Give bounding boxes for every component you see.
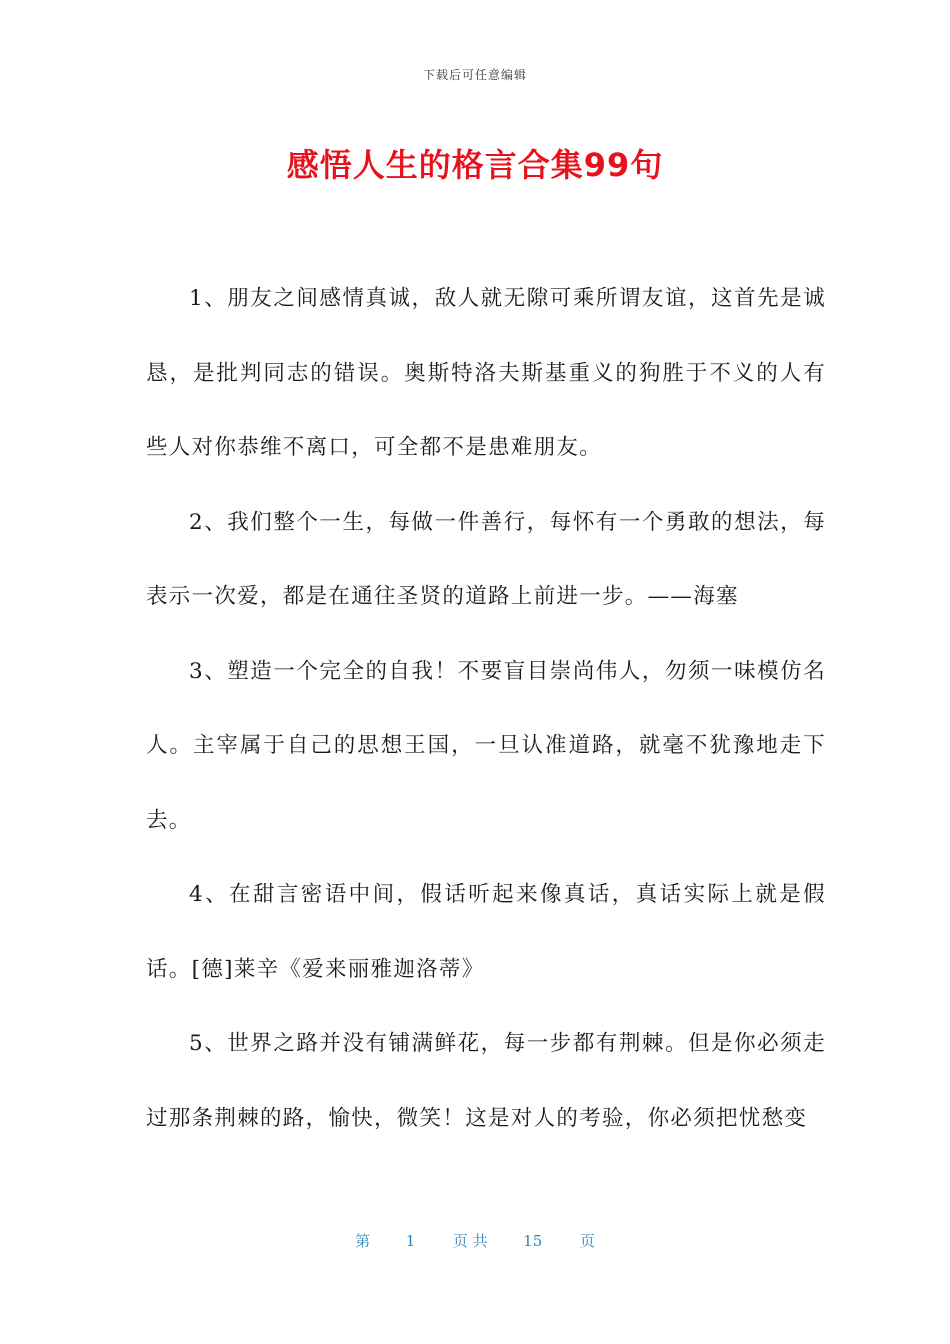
paragraph-2: 2、我们整个一生，每做一件善行，每怀有一个勇敢的想法，每表示一次爱，都是在通往圣贤的道路上前进一步。——海塞 (146, 509, 826, 609)
document-title: 感悟人生的格言合集99句 (286, 146, 664, 184)
document-body (146, 262, 826, 1156)
paragraph-1: 1、朋友之间感情真诚，敌人就无隙可乘所谓友谊，这首先是诚恳，是批判同志的错误。奥斯特洛夫斯基重义的狗胜于不义的人有些人对你恭维不离口，可全都不是患难朋友。 (146, 286, 826, 460)
footer-total-pages: 15 (523, 1232, 543, 1250)
footer-prefix: 第 (355, 1232, 371, 1250)
paragraph-4: 4、在甜言密语中间，假话听起来像真话，真话实际上就是假话。[德]莱辛《爱来丽雅迦洛蒂》 (146, 882, 826, 982)
footer-suffix: 页 (579, 1232, 595, 1250)
footer-middle: 页 共 (452, 1232, 488, 1250)
page-footer (0, 1230, 950, 1251)
paragraph-3: 3、塑造一个完全的自我！不要盲目崇尚伟人，勿须一味模仿名人。主宰属于自己的思想王国，一旦认准道路，就毫不犹豫地走下去。 (146, 658, 826, 833)
footer-current-page: 1 (405, 1232, 416, 1250)
paragraph-5: 5、世界之路并没有铺满鲜花，每一步都有荆棘。但是你必须走过那条荆棘的路，愉快，微笑！这是对人的考验，你必须把忧愁变 (146, 1031, 826, 1131)
header-note: 下载后可任意编辑 (422, 68, 527, 82)
